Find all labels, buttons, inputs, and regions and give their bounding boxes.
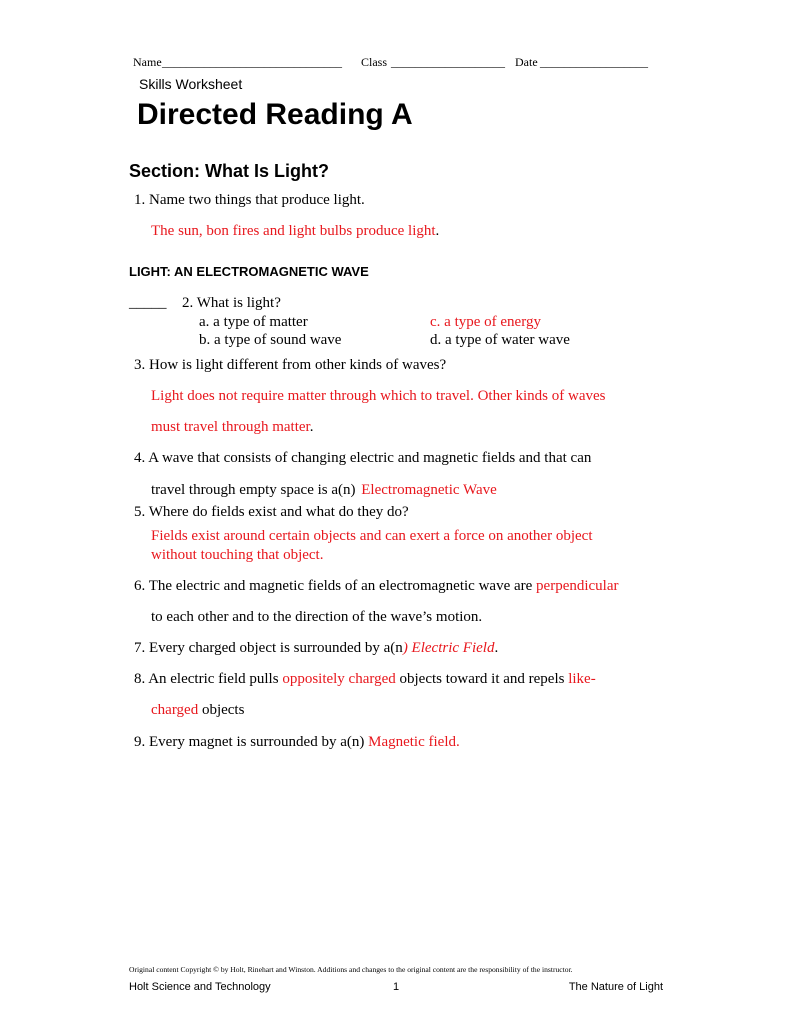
q2-blank[interactable]: _____ xyxy=(129,295,167,311)
option-c-text: a type of energy xyxy=(444,314,541,330)
q8-number: 8. xyxy=(134,671,146,687)
question-4 xyxy=(134,449,591,467)
page-title: Directed Reading A xyxy=(137,98,413,131)
answer-3-line2 xyxy=(151,418,313,436)
q3-text: How is light different from other kinds of waves? xyxy=(149,357,447,373)
option-b[interactable] xyxy=(199,331,341,349)
question-5 xyxy=(134,503,409,521)
q8-text2: objects toward it and repels xyxy=(399,671,565,687)
q6-number: 6. xyxy=(134,578,146,594)
q8-text1: An electric field pulls xyxy=(148,671,279,687)
q3-number: 3. xyxy=(134,357,146,373)
q1-answer-end: . xyxy=(435,223,440,239)
question-1 xyxy=(134,191,365,209)
q5-number: 5. xyxy=(134,504,146,520)
question-8-line2 xyxy=(151,701,244,719)
option-d-text: a type of water wave xyxy=(445,332,570,348)
q9-text: Every magnet is surrounded by a(n) xyxy=(149,734,365,750)
q6-line2: to each other and to the direction of the wave’s motion. xyxy=(151,609,483,625)
q9-number: 9. xyxy=(134,734,146,750)
q7-text: Every charged object is surrounded by a(n xyxy=(149,640,403,656)
q3-answer-line2: must travel through matter xyxy=(151,419,310,435)
question-3 xyxy=(134,356,446,374)
footer-left: Holt Science and Technology xyxy=(129,981,271,993)
q6-answer: perpendicular xyxy=(536,578,619,594)
q5-answer-line1: Fields exist around certain objects and can exert a force on another object xyxy=(151,528,593,544)
q1-answer: The sun, bon fires and light bulbs produce light xyxy=(151,223,436,239)
option-a-letter: a. xyxy=(199,314,210,330)
q9-answer: Magnetic field. xyxy=(368,734,460,750)
option-c[interactable] xyxy=(430,313,541,331)
question-7 xyxy=(134,639,498,657)
question-9 xyxy=(134,733,460,751)
date-blank[interactable]: __________________ xyxy=(540,55,648,69)
q4-answer: Electromagnetic Wave xyxy=(361,482,497,498)
name-label: Name xyxy=(133,55,162,69)
question-6 xyxy=(134,577,619,595)
q4-number: 4. xyxy=(134,450,146,466)
option-b-text: a type of sound wave xyxy=(214,332,342,348)
option-a[interactable] xyxy=(199,313,308,331)
q4-line2: travel through empty space is a(n) xyxy=(151,482,356,498)
q1-text: Name two things that produce light. xyxy=(149,192,365,208)
option-a-text: a type of matter xyxy=(213,314,308,330)
q8-answer2a: like- xyxy=(568,671,596,687)
q5-answer-line2: without touching that object. xyxy=(151,547,324,563)
q7-end: . xyxy=(494,640,499,656)
option-c-letter: c. xyxy=(430,314,441,330)
q7-answer: ) Electric Field xyxy=(402,640,495,656)
question-2 xyxy=(182,294,281,312)
footer-copyright: Original content Copyright © by Holt, Rinehart and Winston. Additions and changes to the original content are the responsibility of the instructor. xyxy=(129,965,573,974)
q8-text3: objects xyxy=(201,702,245,718)
q3-answer-line1: Light does not require matter through which to travel. Other kinds of waves xyxy=(151,388,606,404)
question-8 xyxy=(134,670,596,688)
question-4-line2 xyxy=(151,481,497,499)
q8-answer1: oppositely charged xyxy=(282,671,396,687)
q3-answer-end: . xyxy=(309,419,314,435)
option-d-letter: d. xyxy=(430,332,442,348)
q7-number: 7. xyxy=(134,640,146,656)
q1-number: 1. xyxy=(134,192,146,208)
page-number: 1 xyxy=(393,981,400,993)
q2-number: 2. xyxy=(182,295,194,311)
subheading: LIGHT: AN ELECTROMAGNETIC WAVE xyxy=(129,264,369,279)
worksheet-type: Skills Worksheet xyxy=(139,76,243,92)
section-title: Section: What Is Light? xyxy=(129,161,329,181)
q4-line1: A wave that consists of changing electric and magnetic fields and that can xyxy=(148,450,592,466)
option-d[interactable] xyxy=(430,331,570,349)
date-label: Date xyxy=(515,55,538,69)
q8-answer2b: charged xyxy=(151,702,199,718)
class-blank[interactable]: ___________________ xyxy=(391,55,505,69)
class-label: Class xyxy=(361,55,388,69)
answer-1 xyxy=(151,222,439,240)
name-blank[interactable]: ______________________________ xyxy=(162,55,342,69)
q5-text: Where do fields exist and what do they do? xyxy=(148,504,409,520)
option-b-letter: b. xyxy=(199,332,211,348)
q6-line1: The electric and magnetic fields of an electromagnetic wave are xyxy=(148,578,533,594)
footer-right: The Nature of Light xyxy=(568,981,663,993)
q2-text: What is light? xyxy=(196,295,281,311)
